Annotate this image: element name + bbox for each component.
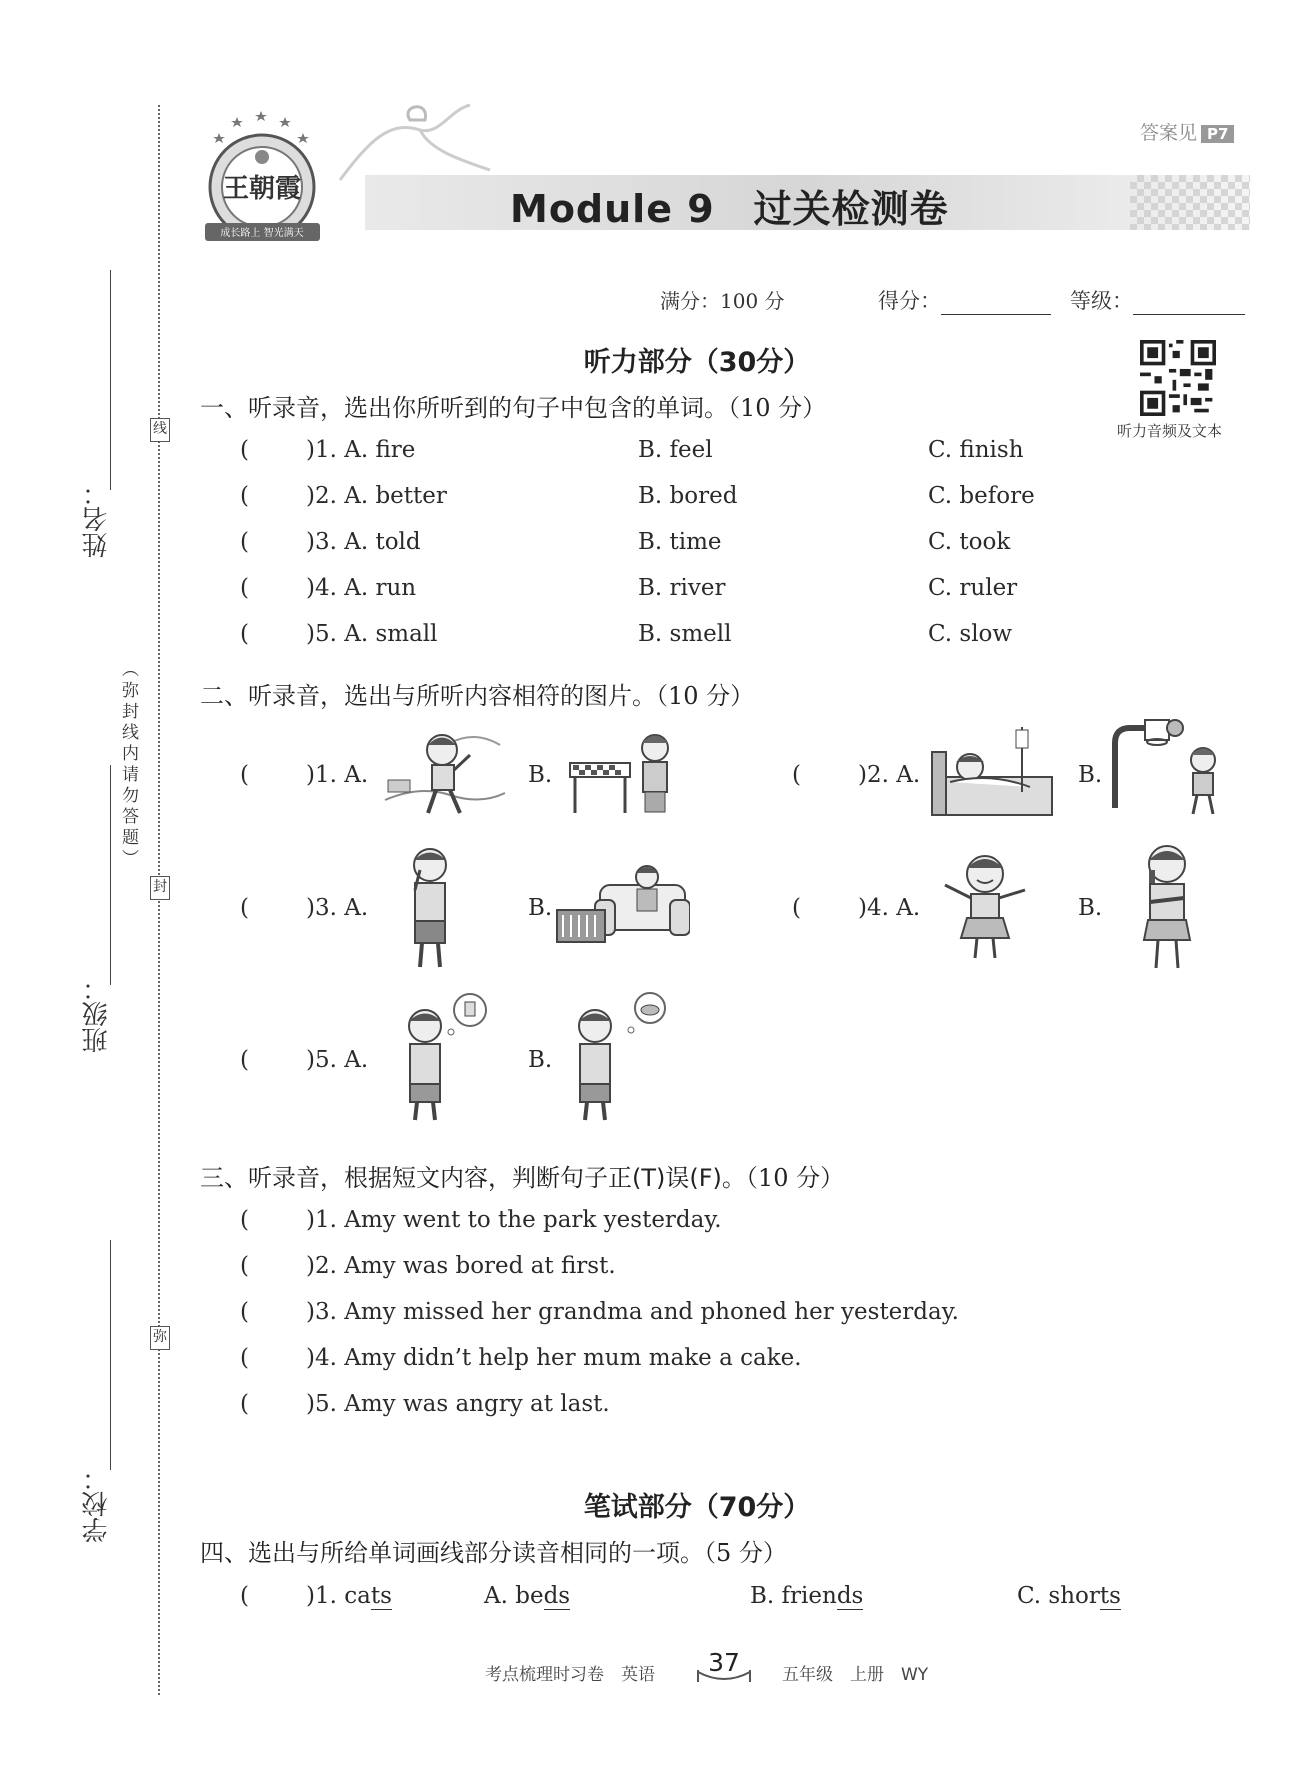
answer-paren[interactable]: ( (240, 1047, 249, 1073)
q2-1-option-b: B. (528, 762, 553, 788)
answer-paren[interactable]: ( (240, 1207, 249, 1233)
school-label: 学校： (82, 1465, 112, 1543)
q3-points: （10 分） (745, 1164, 845, 1192)
q4-1-word-stem: )1. ca (306, 1583, 371, 1609)
answer-paren[interactable]: ( (240, 621, 249, 647)
answer-paren[interactable]: ( (240, 437, 249, 463)
page-number-ornament (696, 1670, 752, 1686)
listening-section-title: 听力部分（30分） (583, 347, 811, 378)
q3-statement-5: )5. Amy was angry at last. (306, 1391, 610, 1417)
class-field[interactable] (110, 765, 111, 985)
answer-ref-label: 答案见 (1140, 122, 1198, 144)
q2-2-option-b: B. (1078, 762, 1103, 788)
q1-points: （10 分） (728, 394, 827, 422)
q3-statement-4: )4. Amy didn’t help her mum make a cake. (306, 1345, 802, 1371)
q4-1-option-a-stem: A. be (484, 1583, 544, 1609)
page-number: 37 (708, 1648, 740, 1677)
binding-warning: （弥封线内请勿答题） (118, 660, 138, 870)
seal-mark-line: 线 (150, 418, 170, 442)
q3-heading (200, 1158, 844, 1193)
q4-1-option-b-stem: B. frien (750, 1583, 837, 1609)
boy-hungry-picture[interactable] (565, 990, 670, 1125)
answer-paren[interactable]: ( (240, 762, 249, 788)
happy-girl-picture[interactable] (935, 850, 1035, 962)
answer-paren[interactable]: ( (240, 1583, 249, 1609)
answer-reference (1140, 118, 1234, 145)
q4-1-option-a (484, 1583, 570, 1609)
answer-paren[interactable]: ( (240, 575, 249, 601)
q2-points: （10 分） (656, 682, 755, 710)
q3-heading-text: 三、听录音，根据短文内容，判断句子正(T)误(F)。 (200, 1164, 746, 1192)
q2-1-option-a: )1. A. (306, 762, 369, 788)
grade-blank[interactable] (1133, 292, 1245, 315)
class-label: 班级： (82, 975, 112, 1053)
score-label: 得分： (878, 289, 941, 313)
q1-2-option-a: )2. A. better (306, 483, 447, 509)
answer-paren[interactable]: ( (240, 1299, 249, 1325)
q2-3-option-a: )3. A. (306, 895, 369, 921)
q2-4-option-b: B. (1078, 895, 1103, 921)
footer-book: 考点梳理时习卷 英语 (485, 1665, 655, 1685)
answer-page-badge: P7 (1201, 125, 1234, 143)
q1-heading (200, 388, 826, 423)
q1-2-option-b: B. bored (638, 483, 738, 509)
girl-playing-basketball-picture[interactable] (1105, 718, 1235, 818)
name-label: 姓名： (82, 480, 112, 558)
answer-paren[interactable]: ( (240, 895, 249, 921)
q4-1-option-c-underlined: ts (1099, 1583, 1121, 1609)
answer-paren[interactable]: ( (240, 483, 249, 509)
girl-playing-chess-picture[interactable] (565, 728, 685, 818)
boy-on-sofa-picture[interactable] (555, 855, 690, 945)
q4-1-option-a-underlined: ds (543, 1583, 571, 1609)
logo-slogan: 成长路上 智光满天 (220, 228, 304, 239)
q1-1-option-a: )1. A. fire (306, 437, 416, 463)
boy-flying-kite-picture[interactable] (380, 725, 510, 820)
q4-heading (200, 1533, 787, 1568)
q1-4-option-c: C. ruler (928, 575, 1018, 601)
sick-girl-in-bed-picture[interactable] (930, 722, 1055, 818)
q1-2-option-c: C. before (928, 483, 1035, 509)
q2-3-option-b: B. (528, 895, 553, 921)
answer-paren[interactable]: ( (240, 529, 249, 555)
q1-1-option-b: B. feel (638, 437, 713, 463)
q1-3-option-b: B. time (638, 529, 722, 555)
answer-paren[interactable]: ( (792, 895, 801, 921)
name-field[interactable] (110, 270, 111, 490)
grade-label: 等级： (1070, 289, 1133, 313)
logo-text: 王朝霞 (222, 174, 302, 204)
q1-3-option-a: )3. A. told (306, 529, 421, 555)
logo-badge (195, 105, 330, 255)
writing-section-title: 笔试部分（70分） (583, 1492, 811, 1523)
q3-statement-3: )3. Amy missed her grandma and phoned her yesterday. (306, 1299, 959, 1325)
q4-1-option-b (750, 1583, 863, 1609)
banner-pattern (1130, 175, 1250, 230)
q2-4-option-a: )4. A. (858, 895, 921, 921)
q4-1-option-c (1017, 1583, 1121, 1609)
grade-field (1070, 285, 1245, 315)
q4-1-option-c-stem: C. shor (1017, 1583, 1100, 1609)
q2-5-option-b: B. (528, 1047, 553, 1073)
q2-heading (200, 676, 754, 711)
boy-with-toothache-picture[interactable] (395, 845, 465, 973)
q2-5-option-a: )5. A. (306, 1047, 369, 1073)
q4-heading-text: 四、选出与所给单词画线部分读音相同的一项。 (200, 1539, 704, 1567)
boy-thirsty-picture[interactable] (395, 990, 490, 1125)
footer-grade: 五年级 上册 WY (782, 1665, 929, 1685)
answer-paren[interactable]: ( (792, 762, 801, 788)
q4-1-word (306, 1583, 392, 1609)
q1-1-option-c: C. finish (928, 437, 1024, 463)
q1-heading-text: 一、听录音，选出你所听到的句子中包含的单词。 (200, 394, 728, 422)
page-title: Module 9 过关检测卷 (510, 187, 949, 231)
answer-paren[interactable]: ( (240, 1253, 249, 1279)
q1-4-option-b: B. river (638, 575, 726, 601)
q1-5-option-b: B. smell (638, 621, 732, 647)
answer-paren[interactable]: ( (240, 1391, 249, 1417)
qr-caption: 听力音频及文本 (1117, 422, 1223, 440)
school-field[interactable] (110, 1240, 111, 1470)
q3-statement-1: )1. Amy went to the park yesterday. (306, 1207, 722, 1233)
q4-1-word-underlined: ts (370, 1583, 392, 1609)
answer-paren[interactable]: ( (240, 1345, 249, 1371)
seal-mark-seal: 封 (150, 876, 170, 900)
q4-1-option-b-underlined: ds (836, 1583, 864, 1609)
q3-statement-2: )2. Amy was bored at first. (306, 1253, 616, 1279)
q1-5-option-a: )5. A. small (306, 621, 438, 647)
q1-5-option-c: C. slow (928, 621, 1013, 647)
q2-heading-text: 二、听录音，选出与所听内容相符的图片。 (200, 682, 656, 710)
q1-3-option-c: C. took (928, 529, 1011, 555)
full-score: 满分：100 分 (660, 289, 785, 313)
score-field (878, 285, 1051, 315)
angry-girl-picture[interactable] (1130, 840, 1205, 975)
q1-4-option-a: )4. A. run (306, 575, 417, 601)
q2-2-option-a: )2. A. (858, 762, 921, 788)
score-blank[interactable] (941, 292, 1051, 315)
seal-mark-mi: 弥 (150, 1326, 170, 1350)
q4-points: （5 分） (704, 1539, 787, 1567)
